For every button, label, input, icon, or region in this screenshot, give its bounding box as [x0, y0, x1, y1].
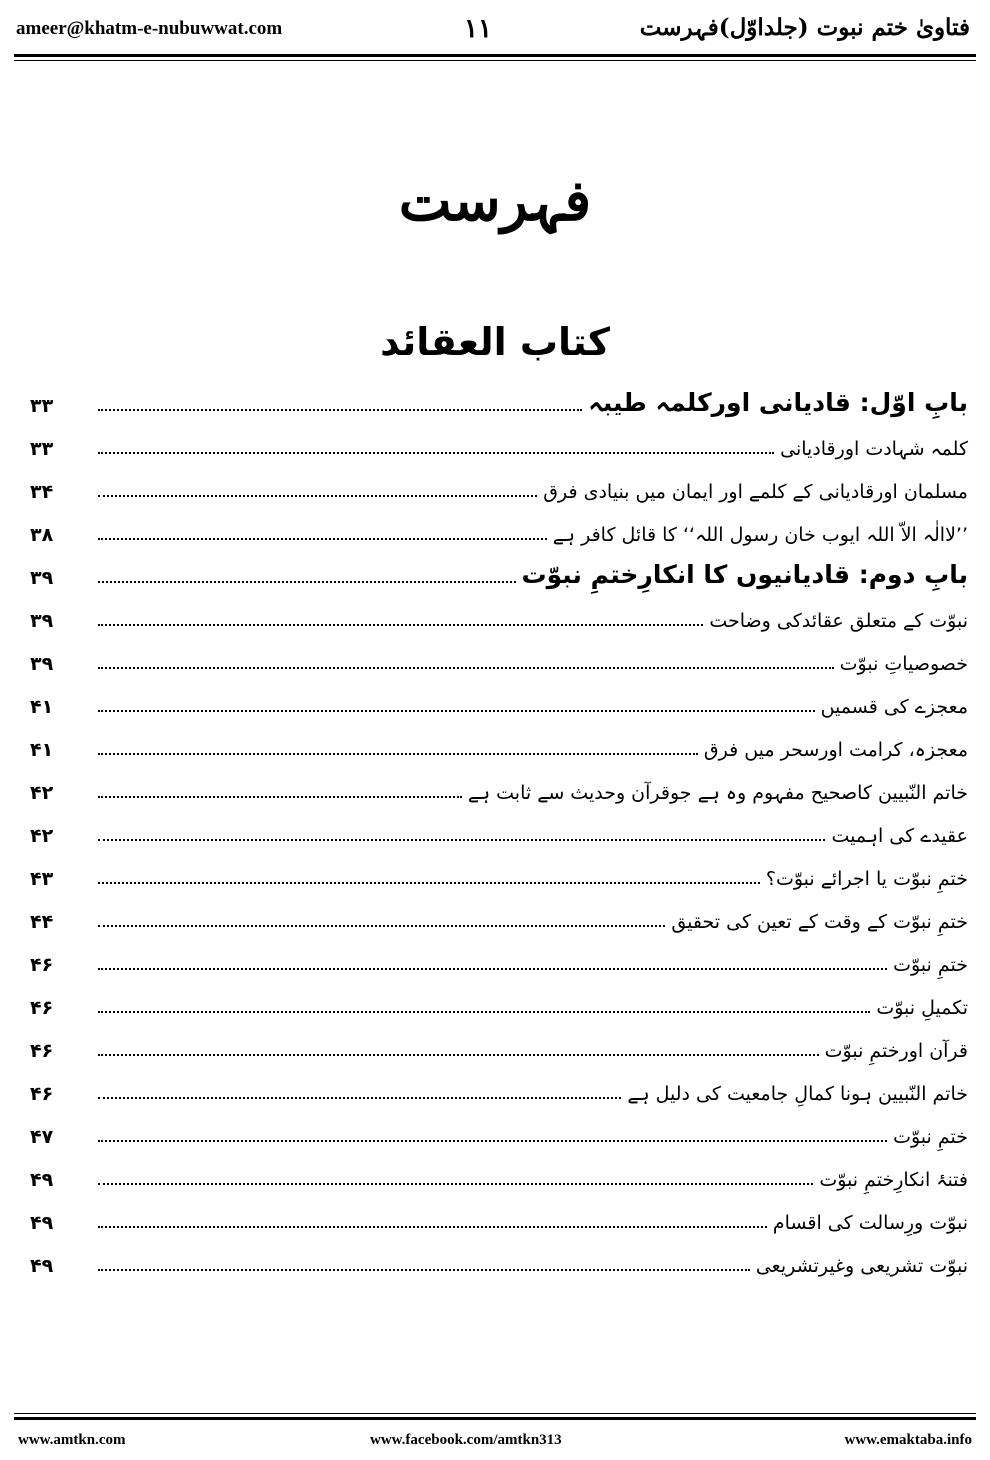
toc-entry-row — [30, 767, 968, 810]
toc-entry-title: خاتم النّبیین ہونا کمالِ جامعیت کی دلیل ہے — [627, 1083, 968, 1105]
toc-leader-dots — [98, 624, 703, 626]
toc-entry-title: کلمہ شہادت اورقادیانی — [780, 438, 968, 460]
toc-page-number: ۳۹ — [30, 610, 54, 632]
toc-page-number: ۴۹ — [30, 1169, 54, 1191]
toc-leader-dots — [98, 1226, 767, 1228]
toc-entry-row — [30, 509, 968, 552]
toc-leader-dots — [98, 667, 834, 669]
page-footer — [14, 1432, 976, 1452]
toc-entry-row — [30, 638, 968, 681]
toc-page-number: ۴۲ — [30, 825, 54, 847]
footer-rule-thin — [14, 1413, 976, 1414]
toc-leader-dots — [98, 882, 760, 884]
toc-leader-dots — [98, 796, 462, 798]
footer-link-right: www.emaktaba.info — [844, 1432, 972, 1448]
toc-leader-dots — [98, 753, 698, 755]
header-rule-thin — [14, 60, 976, 61]
toc-leader-dots — [98, 495, 537, 497]
toc-entry-title: بابِ اوّل: قادیانی اورکلمہ طیبہ — [588, 388, 968, 417]
toc-entry-row — [30, 1154, 968, 1197]
toc-page-number: ۴۹ — [30, 1255, 54, 1277]
footer-link-center: www.facebook.com/amtkn313 — [370, 1432, 562, 1448]
section-title: کتاب العقائد — [380, 320, 610, 364]
table-of-contents — [30, 380, 968, 1283]
toc-chapter-row — [30, 552, 968, 595]
toc-entry-row — [30, 1068, 968, 1111]
toc-page-number: ۴۳ — [30, 868, 54, 890]
toc-entry-row — [30, 982, 968, 1025]
toc-entry-title: فتنۂ انکارِختمِ نبوّت — [819, 1169, 968, 1191]
toc-entry-title: خصوصیاتِ نبوّت — [839, 653, 968, 675]
toc-leader-dots — [98, 1054, 819, 1056]
header-book-title: فتاویٰ ختم نبوت (جلداوّل)فہرست — [639, 14, 970, 41]
toc-entry-title: مسلمان اورقادیانی کے کلمے اور ایمان میں بنیادی فرق — [543, 481, 968, 503]
toc-page-number: ۴۷ — [30, 1126, 54, 1148]
header-rule-thick — [14, 54, 976, 57]
toc-page-number: ۳۸ — [30, 524, 54, 546]
toc-leader-dots — [98, 1097, 621, 1099]
header-page-number: ۱۱ — [464, 14, 492, 44]
toc-entry-title: قرآن اورختمِ نبوّت — [824, 1040, 968, 1062]
toc-page-number: ۳۹ — [30, 653, 54, 675]
toc-entry-title: معجزے کی قسمیں — [820, 696, 968, 718]
toc-entry-row — [30, 939, 968, 982]
toc-entry-row — [30, 896, 968, 939]
toc-leader-dots — [98, 1140, 887, 1142]
toc-entry-title: نبوّت کے متعلق عقائدکی وضاحت — [709, 610, 968, 632]
toc-page-number: ۴۶ — [30, 1083, 54, 1105]
toc-leader-dots — [98, 1269, 750, 1271]
toc-entry-title: خاتم النّبیین کاصحیح مفہوم وہ ہے جوقرآن وحدیث سے ثابت ہے — [467, 782, 968, 804]
toc-leader-dots — [98, 1183, 813, 1185]
toc-leader-dots — [98, 538, 547, 540]
toc-entry-title: معجزہ، کرامت اورسحر میں فرق — [703, 739, 968, 761]
toc-page-number: ۴۹ — [30, 1212, 54, 1234]
toc-chapter-row — [30, 380, 968, 423]
toc-entry-row — [30, 1197, 968, 1240]
toc-entry-row — [30, 466, 968, 509]
toc-entry-title: ’’لاالٰہ الاّ اللہ ایوب خان رسول اللہ‘‘ کا قائل کافر ہے — [552, 524, 968, 546]
toc-entry-row — [30, 810, 968, 853]
toc-entry-row — [30, 853, 968, 896]
toc-entry-title: بابِ دوم: قادیانیوں کا انکارِختمِ نبوّت — [521, 560, 968, 589]
toc-page-number: ۴۱ — [30, 739, 54, 761]
toc-leader-dots — [98, 839, 825, 841]
toc-page-number: ۴۶ — [30, 954, 54, 976]
toc-entry-title: ختمِ نبوّت — [893, 1126, 968, 1148]
toc-entry-title: ختمِ نبوّت کے وقت کے تعین کی تحقیق — [671, 911, 968, 933]
toc-entry-title: نبوّت ورِسالت کی اقسام — [772, 1212, 968, 1234]
toc-leader-dots — [98, 1011, 870, 1013]
toc-page-number: ۴۴ — [30, 911, 54, 933]
toc-leader-dots — [98, 581, 516, 583]
toc-entry-row — [30, 423, 968, 466]
toc-entry-row — [30, 1111, 968, 1154]
toc-entry-row — [30, 681, 968, 724]
toc-page-number: ۳۹ — [30, 567, 54, 589]
toc-entry-row — [30, 724, 968, 767]
page-title: فہرست — [398, 168, 592, 234]
toc-leader-dots — [98, 710, 815, 712]
footer-link-left: www.amtkn.com — [18, 1432, 126, 1448]
toc-leader-dots — [98, 409, 582, 411]
toc-entry-row — [30, 1025, 968, 1068]
page-header — [14, 14, 976, 48]
toc-leader-dots — [98, 925, 665, 927]
toc-page-number: ۳۳ — [30, 395, 54, 417]
toc-page-number: ۴۶ — [30, 997, 54, 1019]
toc-entry-title: عقیدے کی اہمیت — [831, 825, 968, 847]
toc-page-number: ۳۴ — [30, 481, 54, 503]
toc-entry-title: ختمِ نبوّت یا اجرائے نبوّت؟ — [765, 868, 968, 890]
toc-page-number: ۴۲ — [30, 782, 54, 804]
toc-entry-title: نبوّت تشریعی وغیرتشریعی — [755, 1255, 968, 1277]
toc-leader-dots — [98, 452, 774, 454]
toc-entry-row — [30, 595, 968, 638]
toc-page-number: ۴۶ — [30, 1040, 54, 1062]
header-email: ameer@khatm-e-nubuwwat.com — [16, 18, 283, 39]
toc-leader-dots — [98, 968, 887, 970]
toc-entry-title: ختمِ نبوّت — [893, 954, 968, 976]
toc-page-number: ۴۱ — [30, 696, 54, 718]
toc-entry-title: تکمیلِ نبوّت — [876, 997, 968, 1019]
toc-page-number: ۳۳ — [30, 438, 54, 460]
footer-rule-thick — [14, 1417, 976, 1420]
toc-entry-row — [30, 1240, 968, 1283]
